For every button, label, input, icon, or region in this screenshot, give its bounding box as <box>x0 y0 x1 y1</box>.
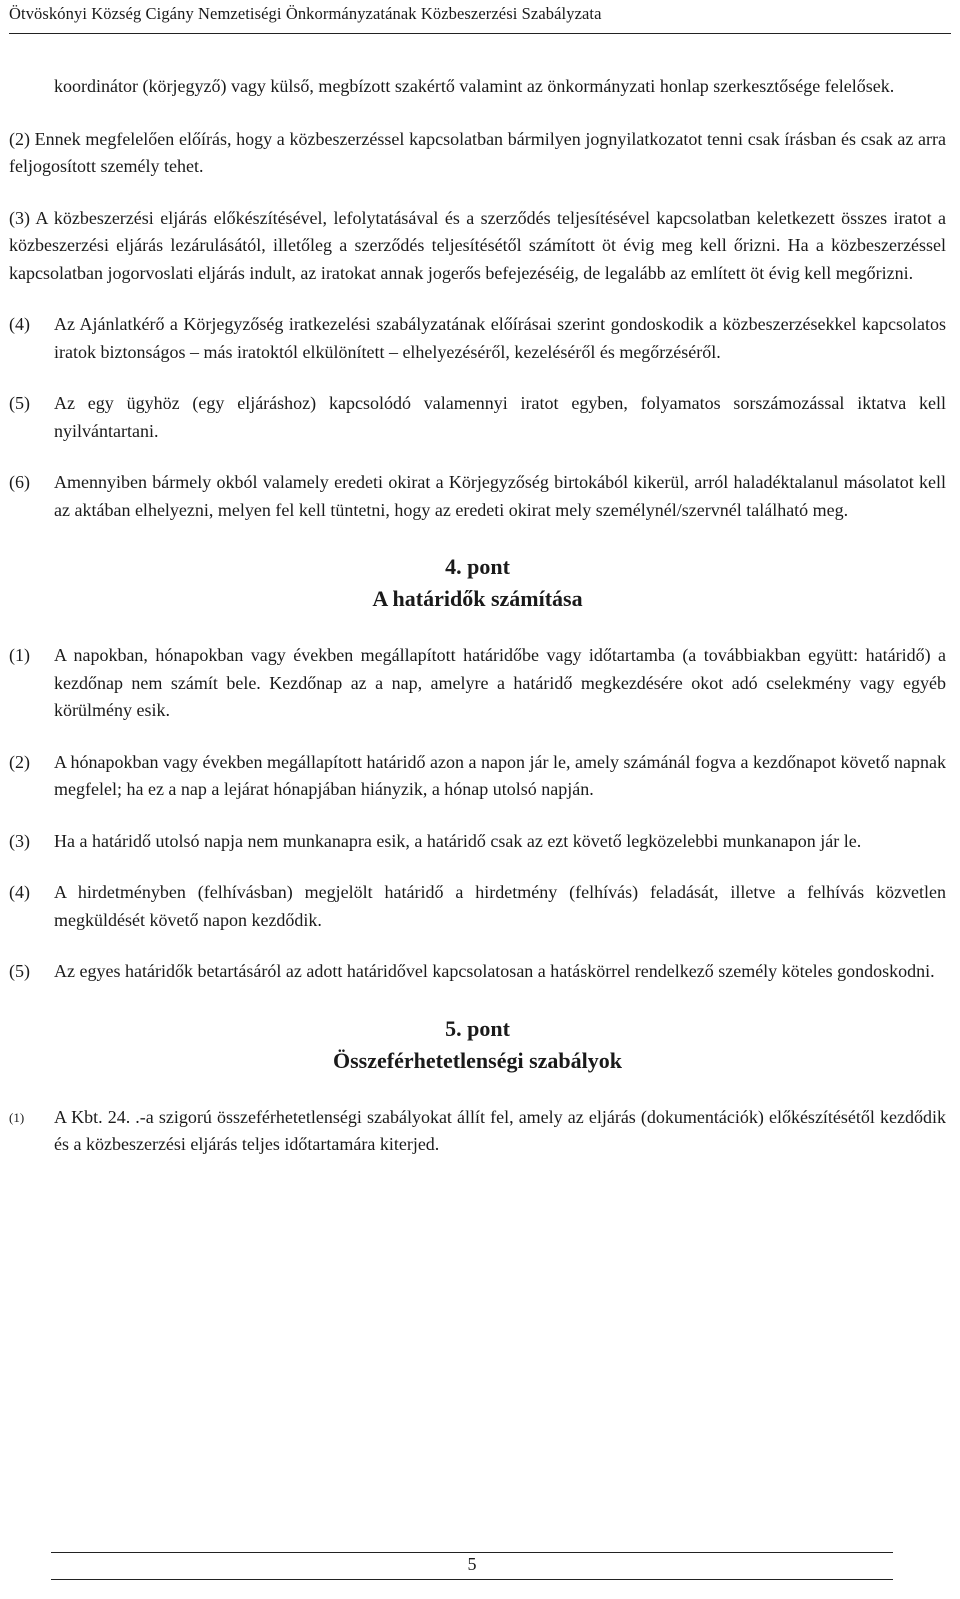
item-number: (1) <box>9 1109 25 1125</box>
item-text: A napokban, hónapokban vagy években megállapított határidőbe vagy időtartamba (a továbbiakban együtt: határidő) a kezdőnap nem számít bele. Kezdőnap az a nap, amelyre a határidő megkezdésére okot adó cselekmény vagy egyéb körülmény esik. <box>54 645 946 720</box>
document-title: Ötvöskónyi Község Cigány Nemzetiségi Önkormányzatának Közbeszerzési Szabályzata <box>9 4 602 23</box>
item-text: Amennyiben bármely okból valamely eredeti okirat a Körjegyzőség birtokából kikerül, arról haladéktalanul másolatot kell az aktában elhelyezni, melyen fel kell tüntetni, hogy az eredeti okirat mely személynél/szervnél található meg. <box>54 472 946 520</box>
list-item <box>9 469 946 524</box>
list-item <box>9 311 946 366</box>
paragraph-3: (3) A közbeszerzési eljárás előkészítésével, lefolytatásával és a szerződés teljesítésével kapcsolatban keletkezett összes iratot a közbeszerzési eljárás lezárulásától, illetőleg a szerződés teljesítésétől számított öt évig meg kell őrizni. Ha a közbeszerzéssel kapcsolatban jogorvoslati eljárás indult, az iratokat annak jogerős befejezéséig, de legalább az említett öt évig kell megőrizni. <box>9 207 946 283</box>
document-body <box>9 73 946 1159</box>
item-text: Ha a határidő utolsó napja nem munkanapra esik, a határidő csak az ezt követő legközelebbi munkanapon jár le. <box>54 830 862 851</box>
item-number: (3) <box>9 830 30 851</box>
section-title: A határidők számítása <box>372 586 583 611</box>
item-text: A hónapokban vagy években megállapított határidő azon a napon jár le, amely számánál fogva a kezdőnapot követő napnak megfelel; ha ez a nap a lejárat hónapjában hiányzik, a hónap utolsó napján. <box>54 751 946 799</box>
page-number: 5 <box>467 1554 477 1574</box>
item-number: (5) <box>9 393 30 413</box>
paragraph-2: (2) Ennek megfelelően előírás, hogy a közbeszerzéssel kapcsolatban bármilyen jognyilatkozatot tenni csak írásban és csak az arra feljogosított személy tehet. <box>9 128 946 176</box>
section-title: Összeférhetetlenségi szabályok <box>333 1047 622 1073</box>
item-number: (4) <box>9 314 30 334</box>
list-item <box>9 958 946 986</box>
section-number: 4. pont <box>445 554 510 579</box>
list-item <box>9 879 946 934</box>
item-text: Az Ajánlatkérő a Körjegyzőség iratkezelési szabályzatának előírásai szerint gondoskodik a közbeszerzésekkel kapcsolatos iratok biztonságos – más iratoktól elkülönített – elhelyezéséről, kezeléséről és megőrzéséről. <box>54 314 946 362</box>
item-number: (2) <box>9 751 30 772</box>
item-text: A hirdetményben (felhívásban) megjelölt határidő a hirdetmény (felhívás) feladását, illetve a felhívás közvetlen megküldését követő napon kezdődik. <box>54 882 946 930</box>
page-header <box>9 0 951 34</box>
item-number: (1) <box>9 645 30 665</box>
paragraph-continuation: koordinátor (körjegyző) vagy külső, megbízott szakértő valamint az önkormányzati honlap szerkesztősége felelősek. <box>54 76 895 96</box>
list-item <box>9 749 946 804</box>
list-item <box>9 642 946 725</box>
list-item <box>9 828 946 856</box>
section-5 <box>9 1013 946 1159</box>
section-4 <box>9 551 946 986</box>
list-item <box>9 390 946 445</box>
item-number: (6) <box>9 472 30 492</box>
item-number: (4) <box>9 882 30 902</box>
item-text: Az egyes határidők betartásáról az adott határidővel kapcsolatosan a hatáskörrel rendelkező személy köteles gondoskodni. <box>54 961 935 981</box>
item-number: (5) <box>9 961 30 981</box>
section-number: 5. pont <box>445 1015 510 1041</box>
item-text: Az egy ügyhöz (egy eljáráshoz) kapcsolódó valamennyi iratot egyben, folyamatos sorszámozással iktatva kell nyilvántartani. <box>54 393 946 441</box>
page-footer <box>51 1552 893 1580</box>
list-item <box>9 1104 946 1159</box>
item-text: A Kbt. 24. .-a szigorú összeférhetetlenségi szabályokat állít fel, amely az eljárás (dokumentációk) előkészítésétől kezdődik és a közbeszerzési eljárás teljes időtartamára kiterjed. <box>54 1106 946 1154</box>
